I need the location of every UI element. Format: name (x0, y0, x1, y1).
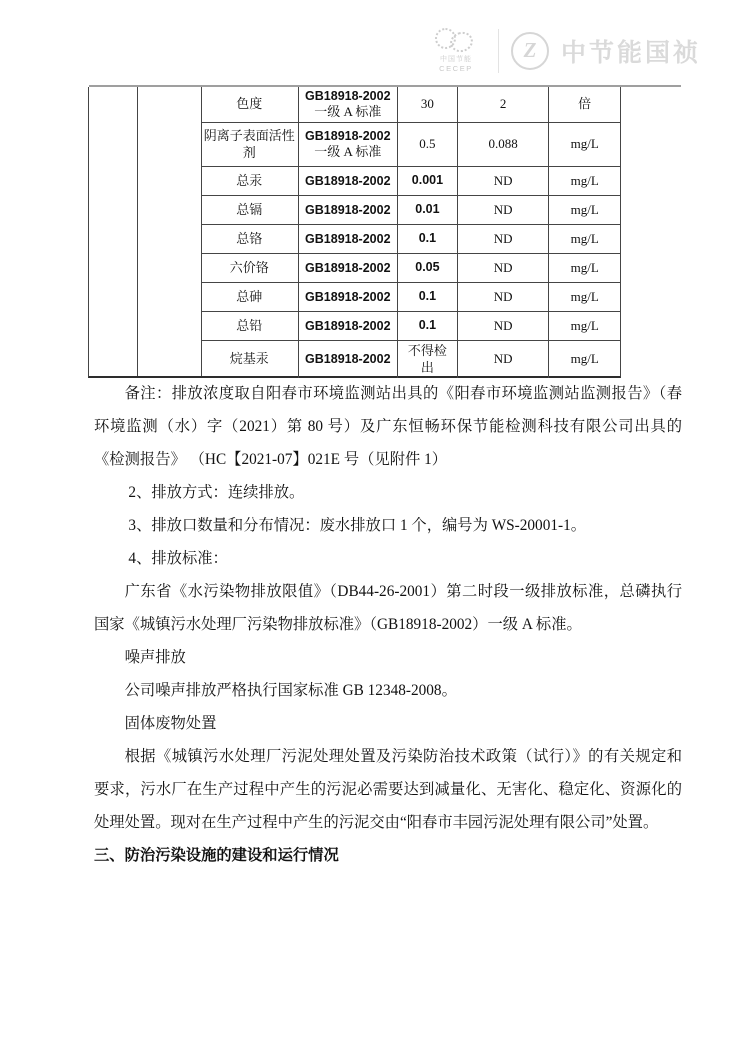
measured-cell: ND (458, 225, 550, 253)
measured-cell: ND (458, 283, 550, 311)
limit-cell: 0.01 (398, 196, 458, 224)
standard-cell: GB18918-2002 (299, 341, 399, 378)
table-row (201, 167, 620, 196)
table-row (201, 254, 620, 283)
list-item-3: 3、排放口数量和分布情况：废水排放口 1 个，编号为 WS-20001-1。 (128, 517, 587, 534)
logo-en-label: CECEP (439, 64, 473, 73)
pollutant-name-cell: 总砷 (201, 283, 299, 311)
pollutant-name-cell: 总汞 (201, 167, 299, 195)
effluent-monitoring-table (88, 87, 621, 378)
pollutant-name-cell: 总铅 (201, 312, 299, 340)
table-vline-1 (137, 87, 138, 376)
unit-cell: mg/L (570, 230, 599, 246)
guozhen-monogram-icon: Z (511, 32, 549, 70)
solid-waste-title: 固体废物处置 (124, 715, 217, 732)
list-item-4: 4、排放标准： (128, 550, 228, 567)
table-grid (201, 87, 620, 376)
measured-cell: ND (458, 167, 550, 195)
table-remark: 备注：排放浓度取自阳春市环境监测站出具的《阳春市环境监测站监测报告》（春环境监测（水）字（2021）第 80 号）及广东恒畅环保节能检测科技有限公司出具的《检测报告》 （HC【2021-07】021E 号（见附件 1） (94, 385, 682, 468)
body-text (94, 377, 682, 872)
cecep-emblem-icon (426, 28, 486, 73)
cecep-guozhen-logo (426, 28, 701, 73)
unit-cell: mg/L (570, 201, 599, 217)
limit-cell: 30 (398, 87, 458, 122)
limit-cell: 0.001 (398, 167, 458, 195)
cecep-rings-icon (433, 28, 479, 52)
noise-paragraph: 公司噪声排放严格执行国家标准 GB 12348-2008。 (124, 682, 457, 699)
limit-cell: 0.5 (398, 123, 458, 166)
pollutant-name-cell: 阴离子表面活性剂 (201, 123, 299, 166)
limit-cell: 0.1 (398, 283, 458, 311)
measured-cell: ND (458, 196, 550, 224)
standard-cell: GB18918-2002 (299, 225, 399, 253)
standard-cell: GB18918-2002 (299, 254, 399, 282)
section-heading: 三、防治污染设施的建设和运行情况 (94, 847, 339, 864)
unit-cell: mg/L (570, 172, 599, 188)
pollutant-name-cell: 六价铬 (201, 254, 299, 282)
standard-cell: GB18918-2002 (299, 283, 399, 311)
table-row (201, 312, 620, 341)
standard-cell: GB18918-2002 一级 A 标准 (299, 123, 399, 166)
pollutant-name-cell: 色度 (201, 87, 299, 122)
table-row (201, 123, 620, 167)
measured-cell: 0.088 (458, 123, 550, 166)
standard-cell: GB18918-2002 (299, 196, 399, 224)
table-row (201, 283, 620, 312)
pollutant-name-cell: 总镉 (201, 196, 299, 224)
measured-cell: 2 (458, 87, 550, 122)
list-item-2: 2、排放方式：连续排放。 (128, 484, 305, 501)
guozhen-wordmark: 中节能国祯 (560, 38, 701, 67)
table-row (201, 341, 620, 378)
unit-cell: mg/L (570, 351, 599, 367)
limit-cell: 0.1 (398, 225, 458, 253)
logo-divider (498, 29, 499, 73)
pollutant-name-cell: 烷基汞 (201, 341, 299, 378)
table-row (201, 196, 620, 225)
limit-cell: 0.1 (398, 312, 458, 340)
unit-cell: mg/L (570, 136, 599, 152)
unit-cell: 倍 (578, 96, 592, 112)
pollutant-name-cell: 总铬 (201, 225, 299, 253)
discharge-standards-paragraph: 广东省《水污染物排放限值》（DB44-26-2001）第二时段一级排放标准，总磷执行国家《城镇污水处理厂污染物排放标准》（GB18918-2002）一级 A 标准。 (94, 583, 682, 633)
table-row (201, 87, 620, 123)
table-row (201, 225, 620, 254)
measured-cell: ND (458, 312, 550, 340)
logo-cn-label: 中国节能 (439, 56, 472, 63)
measured-cell: ND (458, 254, 550, 282)
limit-cell: 0.05 (398, 254, 458, 282)
unit-cell: mg/L (570, 259, 599, 275)
unit-cell: mg/L (570, 288, 599, 304)
measured-cell: ND (458, 341, 550, 378)
standard-cell: GB18918-2002 一级 A 标准 (299, 87, 399, 122)
standard-cell: GB18918-2002 (299, 167, 399, 195)
standard-cell: GB18918-2002 (299, 312, 399, 340)
noise-title: 噪声排放 (124, 649, 186, 666)
limit-cell: 不得检出 (398, 341, 458, 378)
unit-cell: mg/L (570, 317, 599, 333)
solid-waste-paragraph: 根据《城镇污水处理厂污泥处理处置及污染防治技术政策（试行）》的有关规定和要求，污水厂在生产过程中产生的污泥必需要达到减量化、无害化、稳定化、资源化的处理处置。现对在生产过程中产生的污泥交由“阳春市丰园污泥处理有限公司”处置。 (94, 748, 682, 831)
